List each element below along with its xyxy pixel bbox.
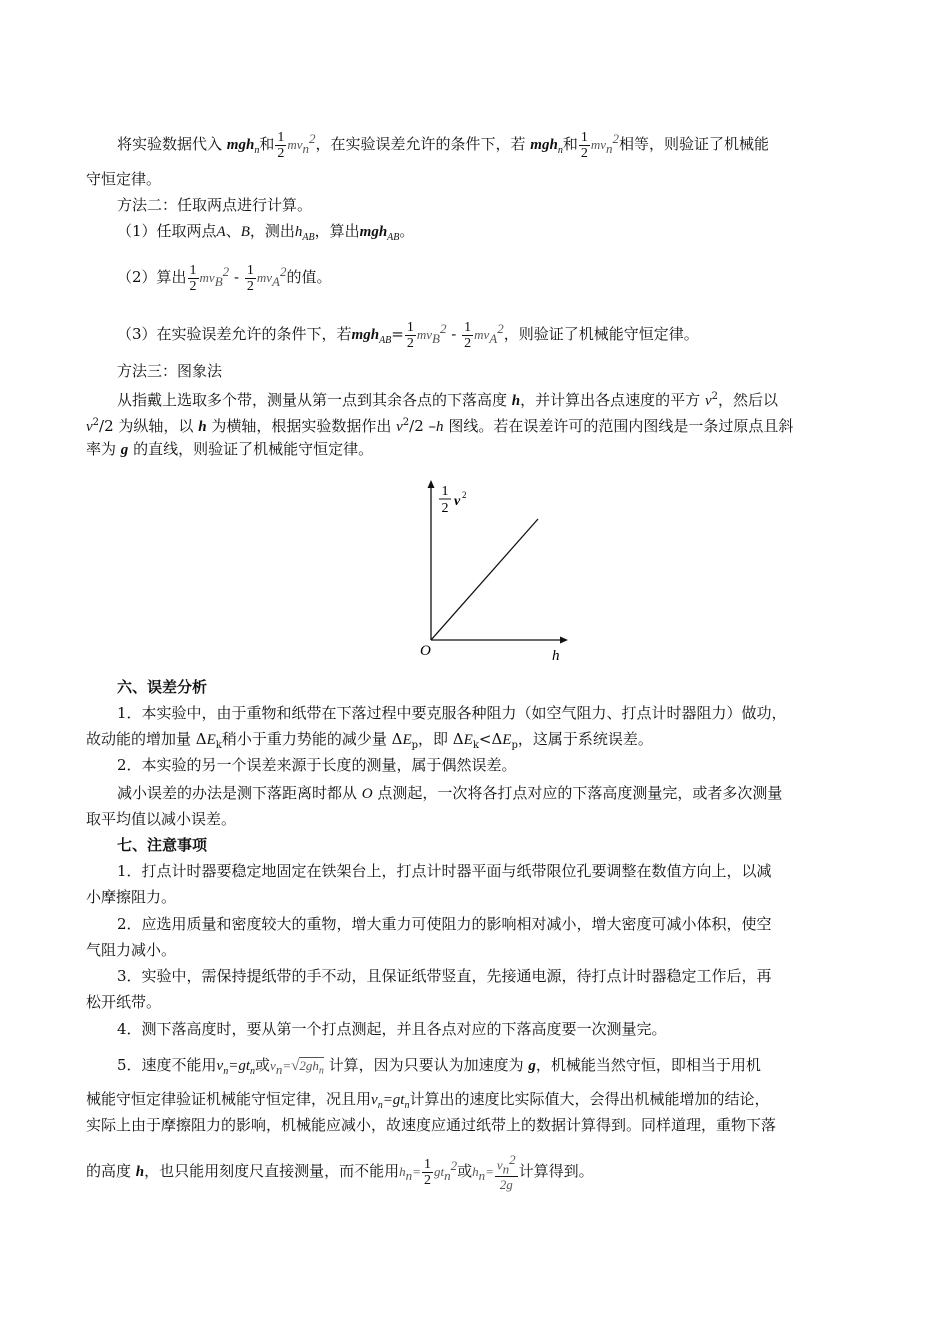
frac-den: 2 (246, 278, 254, 294)
text: 5．速度不能用 (117, 1056, 217, 1074)
math-sub: k (472, 740, 479, 751)
frac-den: 2 (406, 335, 414, 351)
text: （2）算出 (117, 268, 187, 286)
note-1-line2: 小摩擦阻力。 (86, 888, 177, 906)
text: ，算出 (314, 222, 360, 240)
math-B: B (240, 224, 250, 240)
math-sup: 2 (92, 417, 100, 428)
frac-num: 1 (423, 1156, 431, 1172)
math-sup: 2 (402, 417, 410, 428)
math-sub: n (557, 145, 563, 156)
y-label-num: 1 (441, 484, 449, 499)
fraction-half (275, 130, 286, 161)
math-mv: mv (199, 270, 215, 285)
math-sub: n (254, 145, 260, 156)
text: ，测出 (249, 222, 295, 240)
math-sub: n (405, 1168, 413, 1183)
math-mgh: mgh (530, 137, 558, 153)
y-axis-arrow (428, 480, 435, 488)
math-sub: p (411, 740, 419, 751)
text: 和 (259, 135, 275, 153)
text: 为横轴，根据实验数据作出 (211, 417, 392, 435)
math-v: v (371, 1092, 378, 1108)
fraction-half (188, 263, 199, 294)
method2-heading: 方法二：任取两点进行计算。 (117, 196, 313, 214)
math-sub: AB (379, 335, 392, 346)
text: 稍小于重力势能的减少量 Δ (221, 730, 403, 748)
math-h: h (294, 224, 303, 240)
text: 或 (255, 1056, 271, 1074)
note-5-line1 (86, 1050, 897, 1087)
text: 和 (562, 135, 578, 153)
math-eq: = (485, 1164, 494, 1179)
text: 计算出的速度比实际值大，会得出机械能增加的结论， (409, 1090, 770, 1108)
math-h: h (436, 419, 444, 435)
math-h: h (472, 1164, 479, 1179)
note-5-line4 (86, 1148, 866, 1194)
note-3-line2: 松开纸带。 (86, 993, 162, 1011)
math-sub: n (275, 1062, 283, 1077)
math-sup: 2 (450, 1158, 458, 1173)
frac-den: 2 (464, 335, 472, 351)
frac-num: 1 (189, 262, 197, 278)
error-item-2: 2．本实验的另一个误差来源于长度的测量，属于偶然误差。 (117, 756, 517, 774)
fraction-half (462, 320, 473, 351)
math-sub: AB (302, 232, 315, 243)
text: <Δ (478, 730, 503, 748)
math-E: E (463, 732, 473, 748)
frac-num: 1 (277, 129, 285, 145)
origin-label: O (420, 643, 431, 659)
math-sub: n (223, 1066, 229, 1077)
text: ，则验证了机械能守恒定律。 (503, 325, 699, 343)
error-reduction-line2: 取平均值以减小误差。 (86, 810, 237, 828)
frac-den: 2 (277, 145, 285, 161)
y-label-den: 2 (441, 501, 449, 516)
graph-svg (400, 478, 590, 668)
text: ，机械能当然守恒，即相当于用机 (535, 1056, 761, 1074)
graph-figure (400, 478, 590, 672)
note-1-line1: 1．打点计时器要稳定地固定在铁架台上，打点计时器平面与纸带限位孔要调整在数值方向上，以减 (117, 862, 772, 880)
paragraph-method1-conclusion (86, 124, 897, 166)
text: 率为 (86, 440, 117, 458)
math-sub: B (432, 331, 440, 346)
text: 、 (225, 222, 241, 240)
math-E: E (502, 732, 512, 748)
frac-den: 2 (580, 145, 588, 161)
math-mgh: mgh (359, 224, 388, 240)
math-sub: n (318, 1065, 324, 1077)
text: 械能守恒定律验证机械能守恒定律，况且用 (86, 1090, 372, 1108)
math-sub: n (302, 141, 309, 156)
math-v: v (496, 1157, 503, 1173)
text: 减小误差的办法是测下落距离时都从 (117, 784, 358, 802)
math-mgh: mgh (351, 327, 380, 343)
text: 的直线，则验证了机械能守恒定律。 (133, 440, 374, 458)
text: - (233, 268, 240, 286)
math-sub: n (502, 1161, 510, 1177)
sqrt-radicand (299, 1057, 324, 1077)
math-A: A (216, 224, 226, 240)
text: = (391, 325, 404, 343)
text: ，然后以 (717, 391, 778, 409)
frac-num (495, 1152, 518, 1177)
math-v: v (216, 1058, 224, 1074)
math-sub: n (377, 1100, 383, 1111)
note-4: 4．测下落高度时，要从第一个打点测起，并且各点对应的下落高度要一次测量完。 (117, 1020, 667, 1038)
text: 图线。若在误差许可的范围内图线是一条过原点且斜 (448, 417, 794, 435)
paragraph-continuation: 守恒定律。 (86, 170, 162, 188)
text: （3）在实验误差允许的条件下，若 (117, 325, 352, 343)
math-sub: p (511, 740, 518, 751)
math-mv: mv (590, 137, 606, 152)
section-7-title: 七、注意事项 (117, 836, 208, 854)
fraction-v2-over-2g (495, 1152, 518, 1192)
text: 从指戴上选取多个带，测量从第一点到其余各点的下落高度 (117, 391, 508, 409)
x-axis-arrow (560, 637, 568, 644)
math-mv: mv (416, 327, 433, 342)
frac-den: 2g (499, 1177, 513, 1193)
math-sup: 2 (439, 321, 447, 336)
step-2 (86, 257, 897, 297)
text: 计算，因为只要认为加速度为 (328, 1056, 524, 1074)
section-6-title: 六、误差分析 (117, 678, 208, 696)
math-h: h (399, 1164, 406, 1179)
math-sup: 2 (612, 131, 619, 146)
math-sup: 2 (509, 1151, 516, 1167)
y-label-var: v (454, 494, 461, 509)
frac-num: 1 (406, 319, 414, 335)
error-item-1-line1: 1．本实验中，由于重物和纸带在下落过程中要克服各种阻力（如空气阻力、打点计时器阻力）做功， (117, 704, 787, 722)
x-axis-label: h (552, 648, 560, 664)
method3-line3 (86, 436, 866, 463)
math-sub: A (489, 331, 498, 346)
math-mgh: mgh (226, 137, 255, 153)
text: 点测起，一次将各打点对应的下落高度测量完，或者多次测量 (377, 784, 783, 802)
fraction-half (405, 320, 416, 351)
math-v: v (270, 1058, 276, 1073)
math-gt: gt (433, 1164, 445, 1179)
text: 的高度 (86, 1162, 132, 1180)
fraction-half (422, 1157, 433, 1188)
note-3-line1: 3．实验中，需保持提纸带的手不动，且保证纸带竖直，先接通电源，待打点计时器稳定工作后，再 (117, 967, 772, 985)
math-sup: 2 (309, 131, 316, 146)
frac-num: 1 (246, 262, 254, 278)
math-h: h (198, 419, 207, 435)
text: 将实验数据代入 (117, 135, 223, 153)
text: 计算得到。 (518, 1162, 594, 1180)
text: ，即 Δ (418, 730, 464, 748)
text: ，在实验误差允许的条件下，若 (315, 135, 526, 153)
math-v: v (396, 419, 403, 435)
fraction-half (579, 130, 590, 161)
frac-num: 1 (580, 129, 588, 145)
math-v: v (86, 419, 93, 435)
step-3 (86, 314, 897, 356)
math-sub: n (250, 1066, 256, 1077)
math-sup: 2 (497, 321, 504, 336)
math-sup: 2 (222, 264, 230, 279)
math-mv: mv (287, 137, 303, 152)
step-1 (86, 218, 897, 251)
method3-heading: 方法三：图象法 (117, 362, 223, 380)
math-eq: =gt (228, 1058, 251, 1074)
math-sub: A (271, 274, 280, 289)
note-5-line3: 实际上由于摩擦阻力的影响，机械能应减小，故速度应通过纸带上的数据计算得到。同样道理，重物下落 (86, 1116, 777, 1134)
error-reduction-line1 (86, 780, 897, 807)
math-2gh: 2gh (299, 1058, 319, 1073)
math-eq: = (282, 1058, 292, 1073)
text: 的值。 (286, 268, 332, 286)
math-h: h (135, 1164, 145, 1180)
proportional-line (431, 519, 538, 640)
math-sub: AB (387, 232, 400, 243)
math-sup: 2 (279, 264, 287, 279)
math-E: E (402, 732, 412, 748)
math-g: g (528, 1058, 536, 1074)
fraction-half (245, 263, 256, 294)
frac-den: 2 (423, 1172, 431, 1188)
text: ，并计算出各点速度的平方 (520, 391, 701, 409)
text: 故动能的增加量 Δ (86, 730, 207, 748)
frac-den: 2 (189, 278, 197, 294)
note-2-line2: 气阻力减小。 (86, 941, 177, 959)
math-mv: mv (256, 270, 272, 285)
text: /2 – (409, 417, 437, 435)
math-eq: =gt (382, 1092, 405, 1108)
math-sub: n (404, 1100, 410, 1111)
text: 。 (399, 222, 415, 240)
math-sub: n (478, 1168, 486, 1183)
math-E: E (206, 732, 216, 748)
text: （1）任取两点 (117, 222, 217, 240)
y-label-exp: 2 (462, 490, 467, 500)
math-sub: n (444, 1168, 451, 1183)
frac-num: 1 (464, 319, 472, 335)
math-v: v (704, 393, 712, 409)
math-sub: k (215, 740, 222, 751)
text: /2 为纵轴，以 (99, 417, 194, 435)
math-h: h (511, 393, 521, 409)
text: ，也只能用刻度尺直接测量，而不能用 (144, 1162, 400, 1180)
math-mv: mv (474, 327, 490, 342)
math-sup: 2 (711, 391, 718, 402)
text: 相等，则验证了机械能 (619, 135, 770, 153)
math-eq: = (412, 1164, 421, 1179)
math-g: g (120, 442, 129, 458)
text: ，这属于系统误差。 (517, 730, 653, 748)
math-O: O (361, 786, 373, 802)
note-2-line1: 2．应选用质量和密度较大的重物，增大重力可使阻力的影响相对减小，增大密度可减小体积，使空 (117, 915, 772, 933)
math-sub: n (606, 141, 613, 156)
math-sub: B (214, 274, 223, 289)
text: - (451, 325, 457, 343)
text: 或 (457, 1162, 473, 1180)
sqrt-sign: √ (291, 1058, 300, 1074)
